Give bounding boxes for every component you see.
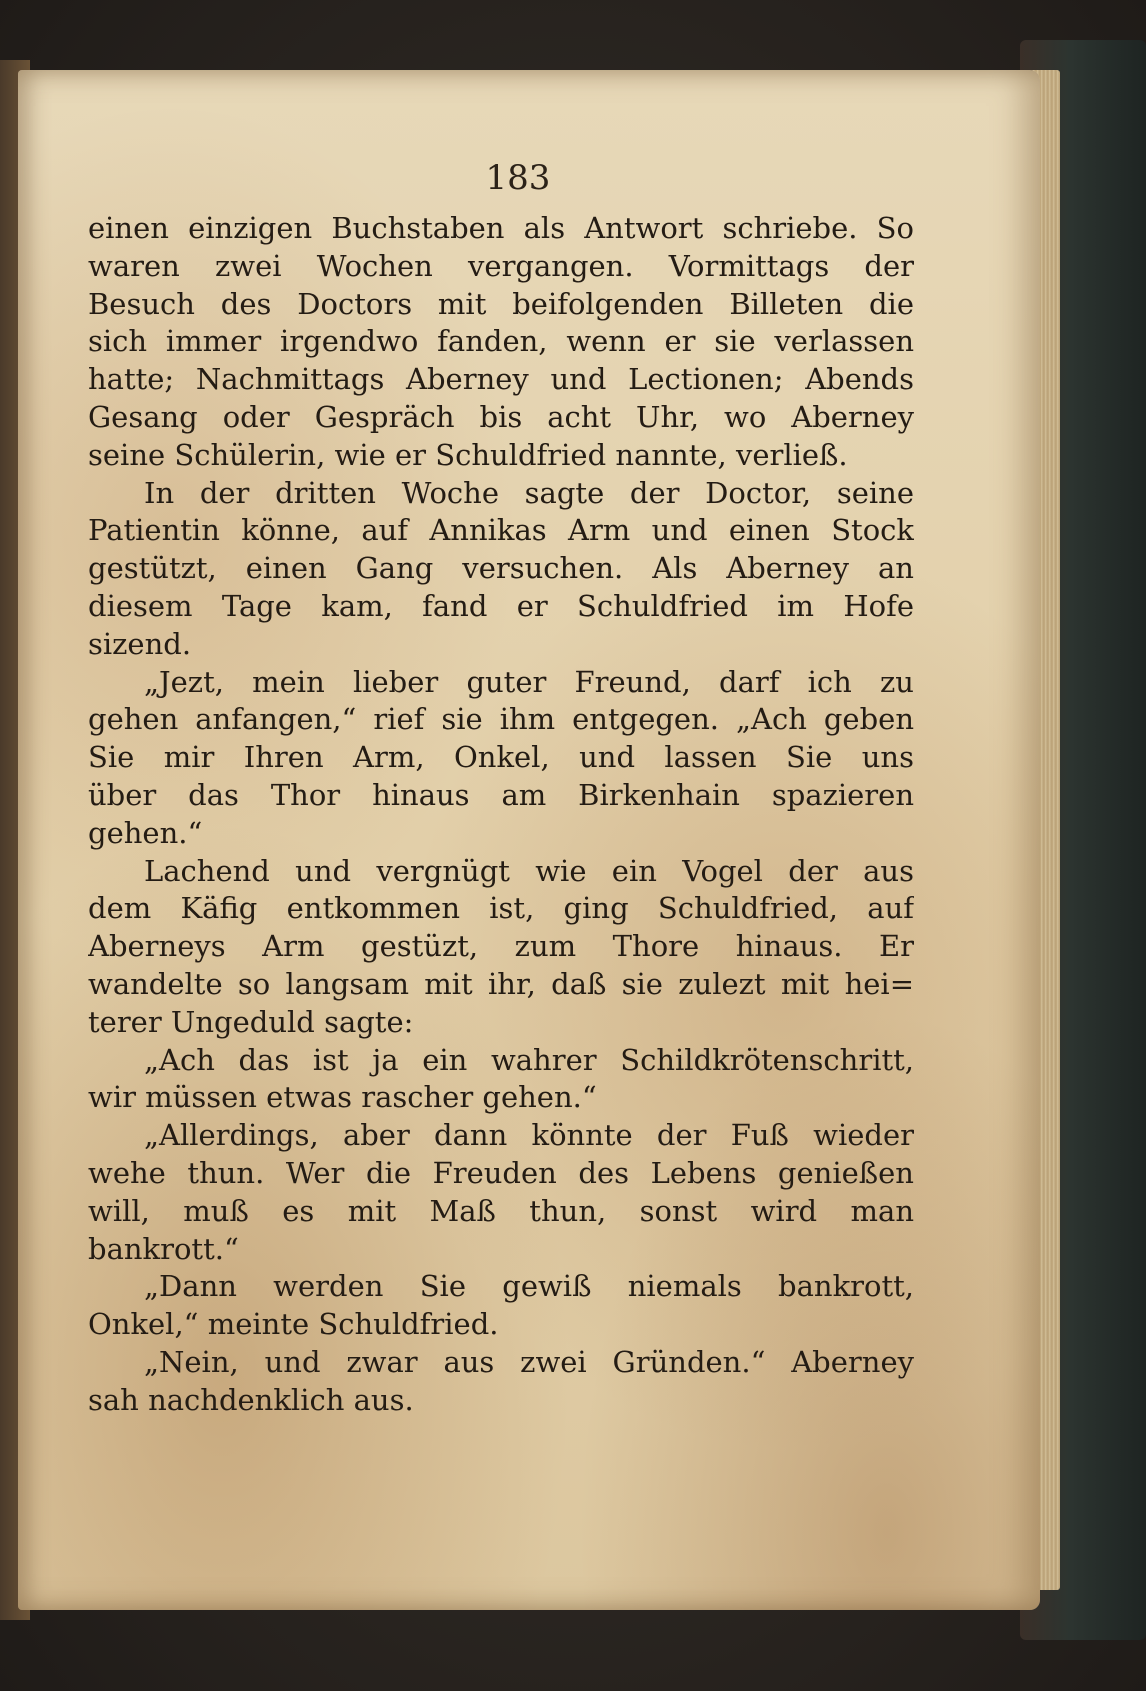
text-line: sah nachdenklich aus.	[88, 1382, 414, 1417]
text-line: „Ach das ist ja ein wahrer Schildkrötenschritt,	[144, 1042, 914, 1077]
text-line: Patientin könne, auf Annikas Arm und einen Stock	[88, 513, 914, 548]
text-line: terer Ungeduld sagte:	[88, 1004, 414, 1039]
text-line: wehe thun. Wer die Freuden des Lebens genießen	[88, 1155, 914, 1190]
text-line: wandelte so langsam mit ihr, daß sie zulezt mit hei=	[88, 966, 914, 1001]
text-line: Lachend und vergnügt wie ein Vogel der aus	[144, 853, 914, 888]
text-line: „Nein, und zwar aus zwei Gründen.“ Aberney	[144, 1344, 914, 1379]
text-line: diesem Tage kam, fand er Schuldfried im Hofe	[88, 588, 914, 623]
text-line: gehen.“	[88, 815, 203, 850]
text-line: gestützt, einen Gang versuchen. Als Aberney an	[88, 551, 914, 586]
text-line: Onkel,“ meinte Schuldfried.	[88, 1307, 499, 1342]
text-line: einen einzigen Buchstaben als Antwort schriebe. So	[88, 211, 914, 245]
text-line: waren zwei Wochen vergangen. Vormittags der	[88, 248, 914, 283]
book-page	[18, 70, 1040, 1610]
text-line: „Allerdings, aber dann könnte der Fuß wieder	[144, 1118, 914, 1153]
text-line: Besuch des Doctors mit beifolgenden Billeten die	[88, 286, 914, 321]
text-line: bankrott.“	[88, 1231, 239, 1266]
text-line: dem Käfig entkommen ist, ging Schuldfried, auf	[88, 891, 914, 926]
text-line: über das Thor hinaus am Birkenhain spazieren	[88, 777, 914, 812]
page-number: 183	[485, 158, 551, 198]
text-line: Gesang oder Gespräch bis acht Uhr, wo Aberney	[88, 399, 914, 434]
text-line: seine Schülerin, wie er Schuldfried nannte, verließ.	[88, 437, 848, 472]
text-line: Aberneys Arm gestüzt, zum Thore hinaus. Er	[88, 929, 914, 964]
text-line: In der dritten Woche sagte der Doctor, seine	[144, 475, 914, 510]
text-line: wir müssen etwas rascher gehen.“	[88, 1080, 597, 1115]
text-line: Sie mir Ihren Arm, Onkel, und lassen Sie uns	[88, 740, 914, 775]
text-line: will, muß es mit Maß thun, sonst wird man	[88, 1193, 914, 1228]
text-line: hatte; Nachmittags Aberney und Lectionen; Abends	[88, 362, 914, 397]
text-line: sich immer irgendwo fanden, wenn er sie verlassen	[88, 324, 914, 359]
body-text	[88, 210, 914, 1420]
text-line: gehen anfangen,“ rief sie ihm entgegen. „Ach geben	[88, 702, 914, 737]
text-line: sizend.	[88, 626, 192, 661]
text-line: „Jezt, mein lieber guter Freund, darf ich zu	[144, 664, 914, 699]
text-line: „Dann werden Sie gewiß niemals bankrott,	[144, 1269, 914, 1304]
